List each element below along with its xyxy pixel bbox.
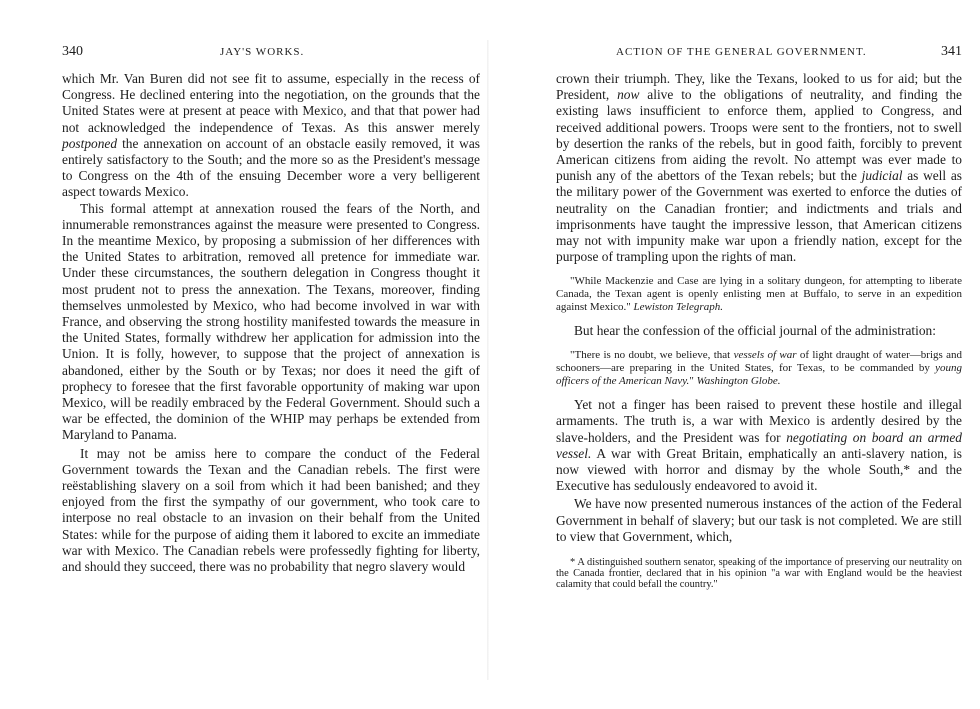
right-page-number: 341	[941, 44, 962, 59]
left-page-number: 340	[62, 44, 83, 59]
left-running-title: JAY'S WORKS.	[220, 46, 305, 58]
left-paragraph-1: which Mr. Van Buren did not see fit to assume, especially in the recess of Congress. He declined entering into the negotiation, on the grounds that the United States were at present at peace with Mexico, and that that power had not acknowledged the independence of Texas. As this answer merely postponed the annexation on account of an obstacle easily removed, it was entirely satisfactory to the South; and the more so as the President's message to Congress on the 4th of the ensuing December wore a very belligerent aspect towards Mexico.	[62, 71, 480, 200]
right-paragraph-1: crown their triumph. They, like the Texans, looked to us for aid; but the President, now alive to the obligations of neutrality, and finding the existing laws insufficient to enforce them, applied to Congress, and received additional powers. Troops were sent to the frontiers, not to swell by desertion the ranks of the rebels, but in good faith, forcibly to prevent American citizens from aiding the revolt. No attempt was ever made to punish any of the abettors of the Texan rebels; but the judicial as well as the military power of the Government was exerted to enforce the duties of neutrality on the Canadian frontier; and indictments and trials and imprisonments have taught the impressive lesson, that American citizens may not with impunity make war upon a friendly nation, except for the purpose of trampling upon the rights of man.	[556, 71, 962, 265]
left-paragraph-3: It may not be amiss here to compare the conduct of the Federal Government towards the Texan and the Canadian rebels. The first were reëstablishing slavery on a soil from which it had been banished; and they enjoyed from the first the sympathy of our government, who took care to interpose no real obstacle to an invasion on their behalf from the United States: while for the purpose of aiding them it labored to excite an immediate war with Mexico. The Canadian rebels were professedly fighting for liberty, and should they succeed, there was no probability that negro slavery would	[62, 445, 480, 575]
left-paragraph-2: This formal attempt at annexation roused the fears of the North, and innumerable remonstrances against the measure were presented to Congress. In the meantime Mexico, by proposing a submission of her differences with the United States to arbitration, removed all pretence for immediate war. Under these circumstances, the southern delegation in Congress thought it most prudent not to press the annexation. The Texans, moreover, finding themselves unmolested by Mexico, who had become involved in war with France, and observing the strong hostility manifested towards the measure in the United States, formally withdrew her application for admission into the Union. It is folly, however, to suppose that the project of annexation is abandoned, either by the South or by Texas; nor does it need the gift of prophecy to foresee that the first favorable opportunity of making war upon Mexico, will be readily embraced by the Federal Government. Should such a war be effected, the dominion of the WHIP may perhaps be extended from Maryland to Panama.	[62, 200, 480, 443]
quote-source-lewiston: Lewiston Telegraph.	[633, 300, 723, 313]
quote-source-globe: Washington Globe.	[696, 374, 781, 387]
right-paragraph-2: But hear the confession of the official journal of the administration:	[574, 323, 936, 339]
emphasis-now: now	[617, 87, 640, 103]
left-page	[0, 0, 488, 709]
emphasis-negotiating: negotiating on board an armed vessel.	[556, 429, 962, 461]
quote-lewiston-telegraph: "While Mackenzie and Case are lying in a solitary dungeon, for attempting to liberate Canada, the Texan agent is openly enlisting men at Buffalo, to serve in an expedition against Mexico." Lewiston Telegraph.	[556, 275, 962, 313]
right-paragraph-3: Yet not a finger has been raised to prevent these hostile and illegal armaments. The truth is, a war with Mexico is ardently desired by the slave-holders, and the President was for negotiating on board an armed vessel. A war with Great Britain, emphatically an anti-slavery nation, is now viewed with horror and dismay by the whole South,* and the Executive has sedulously endeavored to avoid it.	[556, 397, 963, 494]
emphasis-postponed: postponed	[62, 135, 118, 151]
quote-washington-globe: "There is no doubt, we believe, that vessels of war of light draught of water—brigs and schooners—are preparing in the United States, for Texas, to be commanded by young officers of the American Navy." Washington Globe.	[556, 349, 963, 387]
right-running-title: ACTION OF THE GENERAL GOVERNMENT.	[616, 46, 867, 58]
right-running-head	[556, 46, 962, 64]
footnote: * A distinguished southern senator, speaking of the importance of preserving our neutrality on the Canada frontier, declared that in his opinion "a war with England would be the heaviest calamity that could befall the country."	[556, 557, 962, 591]
right-paragraph-4: We have now presented numerous instances of the action of the Federal Government in behalf of slavery; but our task is not completed. We are still to view that Government, which,	[556, 496, 962, 544]
left-running-head	[62, 46, 480, 64]
emphasis-judicial: judicial	[861, 168, 903, 184]
right-page	[492, 0, 980, 709]
